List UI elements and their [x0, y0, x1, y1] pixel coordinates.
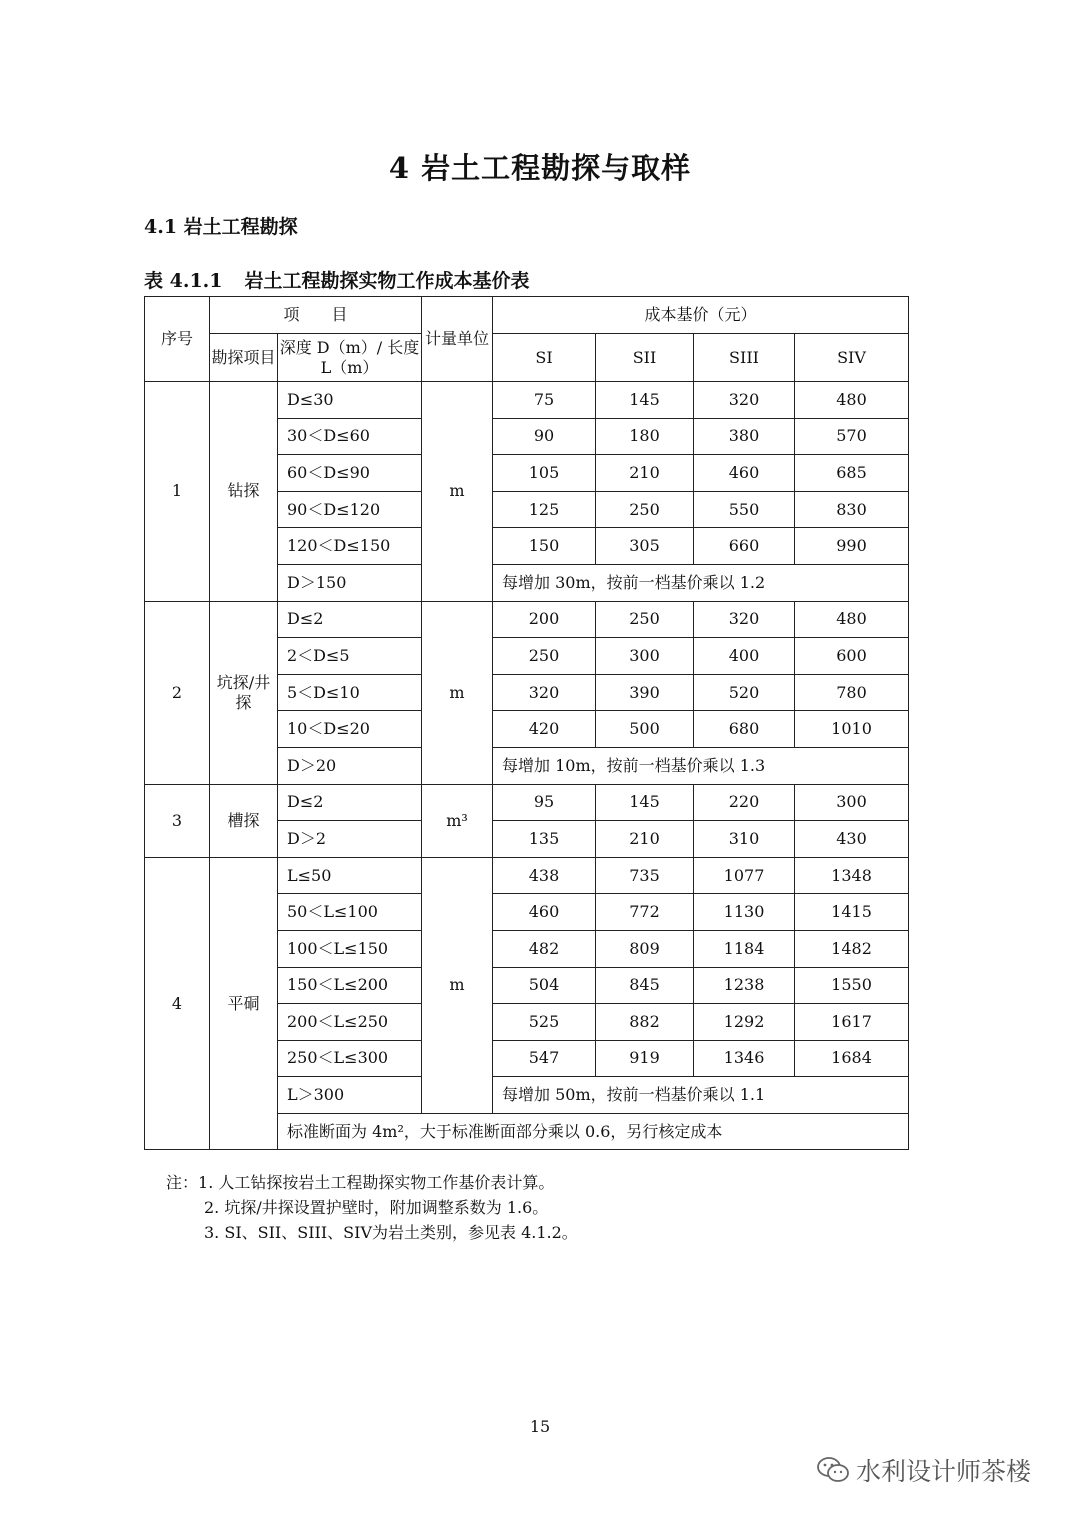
price-cell: 1077 [694, 857, 795, 894]
range-cell: 200＜L≤250 [278, 1004, 422, 1041]
header-cost: 成本基价（元） [493, 297, 909, 334]
price-cell: 550 [694, 491, 795, 528]
group-name: 平硐 [210, 857, 278, 1150]
price-cell: 1184 [694, 930, 795, 967]
table-notes [166, 1170, 578, 1245]
price-cell: 145 [596, 784, 694, 821]
range-cell: D≤2 [278, 784, 422, 821]
price-cell: 145 [596, 382, 694, 419]
price-cell: 250 [596, 491, 694, 528]
header-s4: SIV [795, 334, 909, 382]
unit-cell: m [422, 601, 493, 784]
price-cell: 570 [795, 418, 909, 455]
table-row [145, 784, 909, 821]
price-cell: 1617 [795, 1004, 909, 1041]
wechat-icon [816, 1455, 850, 1485]
range-cell: 90＜D≤120 [278, 491, 422, 528]
range-cell: 50＜L≤100 [278, 894, 422, 931]
price-cell: 680 [694, 711, 795, 748]
price-cell: 1010 [795, 711, 909, 748]
price-cell: 919 [596, 1040, 694, 1077]
note-3: 3. SI、SII、SIII、SIV为岩土类别，参见表 4.1.2。 [204, 1223, 578, 1242]
range-cell: D＞150 [278, 564, 422, 601]
note-1: 1. 人工钻探按岩土工程勘探实物工作基价表计算。 [198, 1173, 555, 1192]
header-s1: SI [493, 334, 596, 382]
range-cell: D≤2 [278, 601, 422, 638]
header-depth: 深度 D（m）/ 长度 L（m） [278, 334, 422, 382]
range-cell: 150＜L≤200 [278, 967, 422, 1004]
price-cell: 780 [795, 674, 909, 711]
price-cell: 90 [493, 418, 596, 455]
price-cell: 250 [493, 638, 596, 675]
price-cell: 547 [493, 1040, 596, 1077]
price-cell: 310 [694, 821, 795, 858]
header-unit: 计量单位 [422, 297, 493, 382]
price-cell: 1415 [795, 894, 909, 931]
watermark-text: 水利设计师茶楼 [856, 1457, 1032, 1486]
range-cell: 5＜D≤10 [278, 674, 422, 711]
range-cell: D≤30 [278, 382, 422, 419]
price-cell: 75 [493, 382, 596, 419]
table-row [145, 601, 909, 638]
section-heading: 4.1 岩土工程勘探 [144, 216, 298, 238]
price-cell: 685 [795, 455, 909, 492]
notes-label: 注： [166, 1173, 199, 1192]
range-cell: 100＜L≤150 [278, 930, 422, 967]
header-s3: SIII [694, 334, 795, 382]
price-cell: 180 [596, 418, 694, 455]
price-cell: 460 [493, 894, 596, 931]
range-cell: 10＜D≤20 [278, 711, 422, 748]
price-cell: 150 [493, 528, 596, 565]
price-cell: 105 [493, 455, 596, 492]
range-cell: L＞300 [278, 1077, 422, 1114]
price-cell: 438 [493, 857, 596, 894]
price-cell: 830 [795, 491, 909, 528]
table-row [145, 382, 909, 419]
table-caption-text: 岩土工程勘探实物工作成本基价表 [244, 270, 530, 292]
range-cell: 60＜D≤90 [278, 455, 422, 492]
group-seq: 3 [145, 784, 210, 857]
price-cell: 220 [694, 784, 795, 821]
standard-section-note: 标准断面为 4m²，大于标准断面部分乘以 0.6，另行核定成本 [278, 1113, 909, 1150]
increment-note: 每增加 50m，按前一档基价乘以 1.1 [493, 1077, 909, 1114]
price-cell: 210 [596, 455, 694, 492]
group-name: 槽探 [210, 784, 278, 857]
price-cell: 882 [596, 1004, 694, 1041]
price-cell: 660 [694, 528, 795, 565]
table-caption [144, 266, 530, 293]
price-cell: 1292 [694, 1004, 795, 1041]
range-cell: 30＜D≤60 [278, 418, 422, 455]
price-cell: 380 [694, 418, 795, 455]
price-cell: 1482 [795, 930, 909, 967]
group-seq: 4 [145, 857, 210, 1150]
price-cell: 320 [694, 601, 795, 638]
price-cell: 480 [795, 601, 909, 638]
header-item: 项 目 [210, 297, 422, 334]
price-cell: 1550 [795, 967, 909, 1004]
price-cell: 400 [694, 638, 795, 675]
price-cell: 600 [795, 638, 909, 675]
price-cell: 480 [795, 382, 909, 419]
price-cell: 250 [596, 601, 694, 638]
price-cell: 1684 [795, 1040, 909, 1077]
price-cell: 500 [596, 711, 694, 748]
price-cell: 430 [795, 821, 909, 858]
price-cell: 300 [795, 784, 909, 821]
price-cell: 210 [596, 821, 694, 858]
price-cell: 525 [493, 1004, 596, 1041]
header-seq: 序号 [145, 297, 210, 382]
price-cell: 845 [596, 967, 694, 1004]
price-cell: 1238 [694, 967, 795, 1004]
group-name: 钻探 [210, 382, 278, 602]
price-cell: 482 [493, 930, 596, 967]
cost-table [144, 296, 909, 1150]
range-cell: 120＜D≤150 [278, 528, 422, 565]
price-cell: 504 [493, 967, 596, 1004]
price-cell: 320 [493, 674, 596, 711]
price-cell: 200 [493, 601, 596, 638]
price-cell: 1348 [795, 857, 909, 894]
price-cell: 390 [596, 674, 694, 711]
price-cell: 1130 [694, 894, 795, 931]
table-caption-label: 表 4.1.1 [144, 270, 223, 292]
range-cell: L≤50 [278, 857, 422, 894]
page-number: 15 [529, 1417, 551, 1436]
range-cell: 250＜L≤300 [278, 1040, 422, 1077]
price-cell: 990 [795, 528, 909, 565]
group-name: 坑探/井探 [210, 601, 278, 784]
range-cell: D＞2 [278, 821, 422, 858]
unit-cell: m [422, 382, 493, 602]
group-seq: 1 [145, 382, 210, 602]
price-cell: 305 [596, 528, 694, 565]
unit-cell: m³ [422, 784, 493, 857]
header-s2: SII [596, 334, 694, 382]
range-cell: 2＜D≤5 [278, 638, 422, 675]
price-cell: 809 [596, 930, 694, 967]
price-cell: 420 [493, 711, 596, 748]
price-cell: 520 [694, 674, 795, 711]
price-cell: 135 [493, 821, 596, 858]
price-cell: 772 [596, 894, 694, 931]
header-explore-item: 勘探项目 [210, 334, 278, 382]
increment-note: 每增加 30m，按前一档基价乘以 1.2 [493, 564, 909, 601]
page-title: 4 岩土工程勘探与取样 [388, 151, 692, 185]
watermark [816, 1452, 1031, 1488]
price-cell: 735 [596, 857, 694, 894]
price-cell: 1346 [694, 1040, 795, 1077]
price-cell: 300 [596, 638, 694, 675]
unit-cell: m [422, 857, 493, 1113]
table-row [145, 857, 909, 894]
price-cell: 95 [493, 784, 596, 821]
price-cell: 460 [694, 455, 795, 492]
group-seq: 2 [145, 601, 210, 784]
increment-note: 每增加 10m，按前一档基价乘以 1.3 [493, 747, 909, 784]
range-cell: D＞20 [278, 747, 422, 784]
price-cell: 125 [493, 491, 596, 528]
note-2: 2. 坑探/井探设置护壁时，附加调整系数为 1.6。 [204, 1198, 549, 1217]
price-cell: 320 [694, 382, 795, 419]
